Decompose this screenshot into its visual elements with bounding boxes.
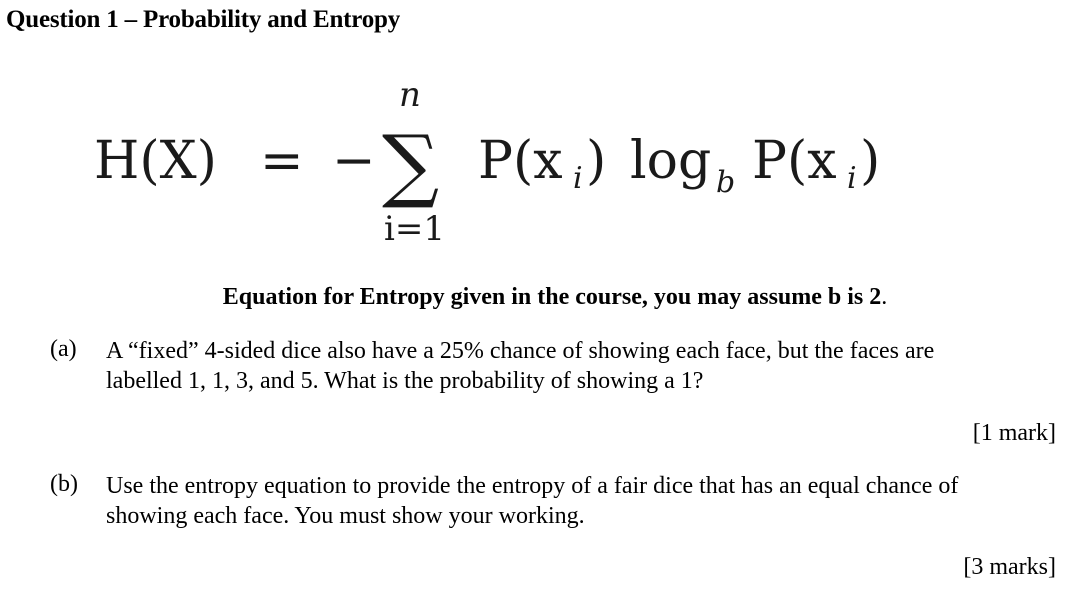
sum-lower-limit: i=1 <box>384 209 445 249</box>
question-b-marks: [3 marks] <box>963 554 1056 580</box>
formula-caption <box>0 284 1090 311</box>
formula-log-base: b <box>716 165 736 200</box>
question-b-text <box>106 471 1058 531</box>
question-a-text <box>106 336 1058 396</box>
formula-term-1: P(x <box>478 131 563 191</box>
formula-close-2: ) <box>860 131 881 191</box>
caption-end: . <box>881 284 888 310</box>
question-title: Question 1 – Probability and Entropy <box>6 6 401 33</box>
entropy-formula <box>92 68 922 258</box>
entropy-formula-svg <box>92 68 922 258</box>
sum-upper-limit: n <box>399 75 421 115</box>
question-b-label: (b) <box>50 471 78 497</box>
formula-equals: = <box>260 131 304 191</box>
question-a-line-1: A “fixed” 4-sided dice also have a 25% chance of showing each face, but the faces are <box>106 338 935 364</box>
formula-subscript-1: i <box>573 161 583 196</box>
formula-lhs: H(X) <box>94 131 217 191</box>
question-a-marks: [1 mark] <box>972 420 1056 446</box>
caption-bold-text: Equation for Entropy given in the course, you may assume b is 2 <box>222 284 882 310</box>
formula-minus: − <box>332 131 376 191</box>
formula-log: log <box>630 131 712 191</box>
question-a-line-2: labelled 1, 1, 3, and 5. What is the probability of showing a 1? <box>106 368 704 394</box>
sigma-symbol: ∑ <box>382 118 440 211</box>
formula-subscript-2: i <box>847 161 857 196</box>
question-a-label: (a) <box>50 336 77 362</box>
question-b-line-1: Use the entropy equation to provide the entropy of a fair dice that has an equal chance of <box>106 473 959 499</box>
question-b-line-2: showing each face. You must show your working. <box>106 503 585 529</box>
formula-term-2: P(x <box>752 131 837 191</box>
formula-close-1: ) <box>586 131 607 191</box>
